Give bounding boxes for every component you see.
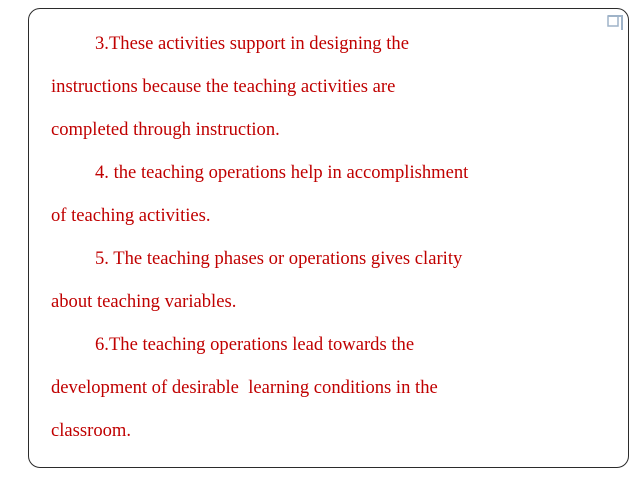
paragraph-5-line-1: 5. The teaching phases or operations gives clarity bbox=[95, 248, 463, 269]
paragraph-6-line-3: classroom. bbox=[51, 420, 132, 441]
paragraph-6-line-2: development of desirable learning conditions in the bbox=[51, 377, 438, 398]
paragraph-4-line-1: 4. the teaching operations help in accomplishment bbox=[95, 162, 469, 183]
paragraph-4-line-2: of teaching activities. bbox=[51, 205, 211, 226]
paragraph-3-line-2: instructions because the teaching activities are bbox=[51, 76, 396, 97]
slide-body-text bbox=[51, 22, 611, 452]
paragraph-3-line-1: 3.These activities support in designing the bbox=[95, 33, 409, 54]
paragraph-3-line-3: completed through instruction. bbox=[51, 119, 280, 140]
paragraph-6-line-1: 6.The teaching operations lead towards the bbox=[95, 334, 415, 355]
paragraph-5-line-2: about teaching variables. bbox=[51, 291, 237, 312]
